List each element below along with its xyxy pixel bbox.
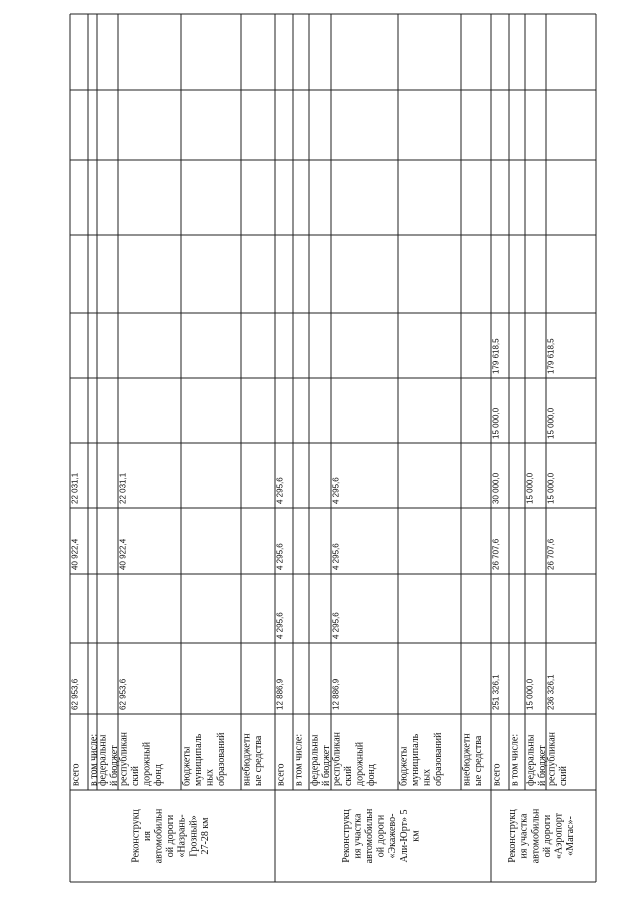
value-cell-line: 12 886,9	[331, 678, 341, 710]
value-cell	[276, 678, 285, 710]
object-name-line: Реконструкц	[130, 809, 142, 863]
value-cell	[119, 538, 128, 570]
value-cell	[332, 477, 341, 504]
value-cell-line: 15 000,0	[525, 678, 535, 710]
row-label	[509, 734, 520, 786]
value-cell-line: 15 000,0	[546, 472, 556, 504]
row-label-line: образований	[433, 732, 445, 786]
object-name-line: 27-28 км	[199, 817, 211, 855]
value-cell-line: 4 295,6	[275, 543, 285, 570]
row-label-line: образований	[216, 732, 228, 786]
row-label-line: внебюджетн	[461, 733, 473, 786]
value-cell	[492, 472, 501, 504]
row-label	[398, 732, 444, 786]
row-label-line: ных	[421, 768, 433, 786]
value-cell-line: 15 000,0	[491, 407, 501, 439]
row-label-line: всего	[491, 763, 503, 786]
value-cell	[547, 407, 556, 439]
row-label	[525, 734, 548, 786]
row-label-line: федеральны	[525, 734, 537, 786]
row-label-line: фонд	[366, 764, 378, 786]
row-label	[491, 763, 502, 786]
object-name-line: «Магас»-	[565, 816, 577, 856]
row-label-line: й бюджет	[109, 745, 121, 786]
object-name-line: ия участка	[518, 813, 530, 859]
value-cell	[332, 612, 341, 639]
object-name-line: Грозный»	[188, 815, 200, 857]
row-label-line: ые средства	[473, 735, 485, 786]
object-name-line: Али-Юрт» 5	[398, 809, 410, 863]
value-cell-line: 4 295,6	[331, 543, 341, 570]
object-name-line: Реконструкц	[507, 809, 519, 863]
value-cell	[492, 674, 501, 710]
value-cell	[71, 678, 80, 710]
value-cell-line: 251 326,1	[491, 674, 501, 710]
value-cell-line: 26 707,6	[491, 538, 501, 570]
row-label	[275, 763, 286, 786]
row-label-line: в том числе:	[293, 733, 305, 786]
object-name-line: Реконструкц	[340, 809, 352, 863]
value-cell-line: 62 953,6	[70, 678, 80, 710]
object-name-line: ой дороги	[541, 814, 553, 858]
row-label-line: республикан	[546, 731, 558, 786]
row-label-line: всего	[275, 763, 287, 786]
value-cell-line: 4 295,6	[275, 477, 285, 504]
row-label	[461, 733, 484, 786]
value-cell-line: 15 000,0	[546, 407, 556, 439]
value-cell	[119, 678, 128, 710]
row-label	[70, 763, 81, 786]
object-name-line: автомобильн	[530, 808, 542, 864]
value-cell-line: 22 031,1	[118, 472, 128, 504]
row-label-line: дорожный	[354, 741, 366, 786]
value-cell-line: 62 953,6	[118, 678, 128, 710]
value-cell	[276, 612, 285, 639]
row-label	[241, 733, 264, 786]
object-name-line: автомобильн	[153, 808, 165, 864]
object-name-line: ой дороги	[375, 814, 387, 858]
value-cell-line: 179 618,5	[546, 338, 556, 374]
row-label-line: ский	[130, 766, 142, 786]
value-cell	[547, 674, 556, 710]
value-cell-line: 40 922,4	[70, 538, 80, 570]
row-label	[546, 731, 569, 786]
object-name-line: «Аэропорт	[553, 812, 565, 860]
value-cell-line: 22 031,1	[70, 472, 80, 504]
object-name-line: «Назрань-	[176, 814, 188, 858]
object-name-line: ия участка	[352, 813, 364, 859]
row-label-line: ский	[343, 766, 355, 786]
row-label	[118, 731, 164, 786]
value-cell-line: 4 295,6	[331, 477, 341, 504]
object-name-line: ия	[141, 831, 153, 841]
row-label-line: ных	[204, 768, 216, 786]
row-label-line: муниципаль	[410, 733, 422, 786]
row-label-line: федеральны	[309, 734, 321, 786]
value-cell	[332, 543, 341, 570]
object-name	[507, 808, 576, 863]
object-name	[341, 808, 422, 863]
object-name-line: км	[410, 830, 422, 842]
row-label-line: ский	[558, 766, 570, 786]
value-cell-line: 236 326,1	[546, 674, 556, 710]
value-cell-line: 4 295,6	[275, 612, 285, 639]
value-cell-line: 12 886,9	[275, 678, 285, 710]
value-cell-line: 40 922,4	[118, 538, 128, 570]
row-label-line: фонд	[153, 764, 165, 786]
row-label-line: й бюджет	[537, 745, 549, 786]
value-cell-line: 26 707,6	[546, 538, 556, 570]
value-cell-line: 179 618,5	[491, 338, 501, 374]
row-label-line: в том числе:	[509, 733, 521, 786]
value-cell	[547, 472, 556, 504]
row-label-line: в том числе:	[88, 733, 100, 786]
row-label-line: федеральны	[97, 734, 109, 786]
object-name-line: «Экажево-	[387, 813, 399, 859]
row-label-line: бюджеты	[398, 746, 410, 786]
row-label-line: республикан	[331, 731, 343, 786]
row-label	[97, 734, 120, 786]
value-cell-line: 30 000,0	[491, 472, 501, 504]
value-cell	[71, 538, 80, 570]
value-cell	[526, 472, 535, 504]
row-label	[331, 731, 377, 786]
row-label-line: внебюджетн	[241, 733, 253, 786]
value-cell	[492, 338, 501, 374]
object-name	[130, 808, 211, 863]
value-cell	[276, 543, 285, 570]
row-label-line: ые средства	[253, 735, 265, 786]
value-cell	[119, 472, 128, 504]
row-label	[181, 732, 227, 786]
value-cell	[332, 678, 341, 710]
object-name-line: ой дороги	[165, 814, 177, 858]
row-label	[309, 734, 332, 786]
row-label-line: й бюджет	[321, 745, 333, 786]
value-cell	[547, 538, 556, 570]
value-cell-line: 4 295,6	[331, 612, 341, 639]
value-cell	[492, 407, 501, 439]
value-cell	[547, 338, 556, 374]
row-label-line: всего	[70, 763, 82, 786]
value-cell	[71, 472, 80, 504]
row-label	[293, 734, 304, 786]
value-cell-line: 15 000,0	[525, 472, 535, 504]
row-label-line: республикан	[118, 731, 130, 786]
row-label-line: муниципаль	[193, 733, 205, 786]
row-label-line: бюджеты	[181, 746, 193, 786]
object-name-line: автомобильн	[364, 808, 376, 864]
value-cell	[492, 538, 501, 570]
row-label-line: дорожный	[141, 741, 153, 786]
value-cell	[276, 477, 285, 504]
value-cell	[526, 678, 535, 710]
